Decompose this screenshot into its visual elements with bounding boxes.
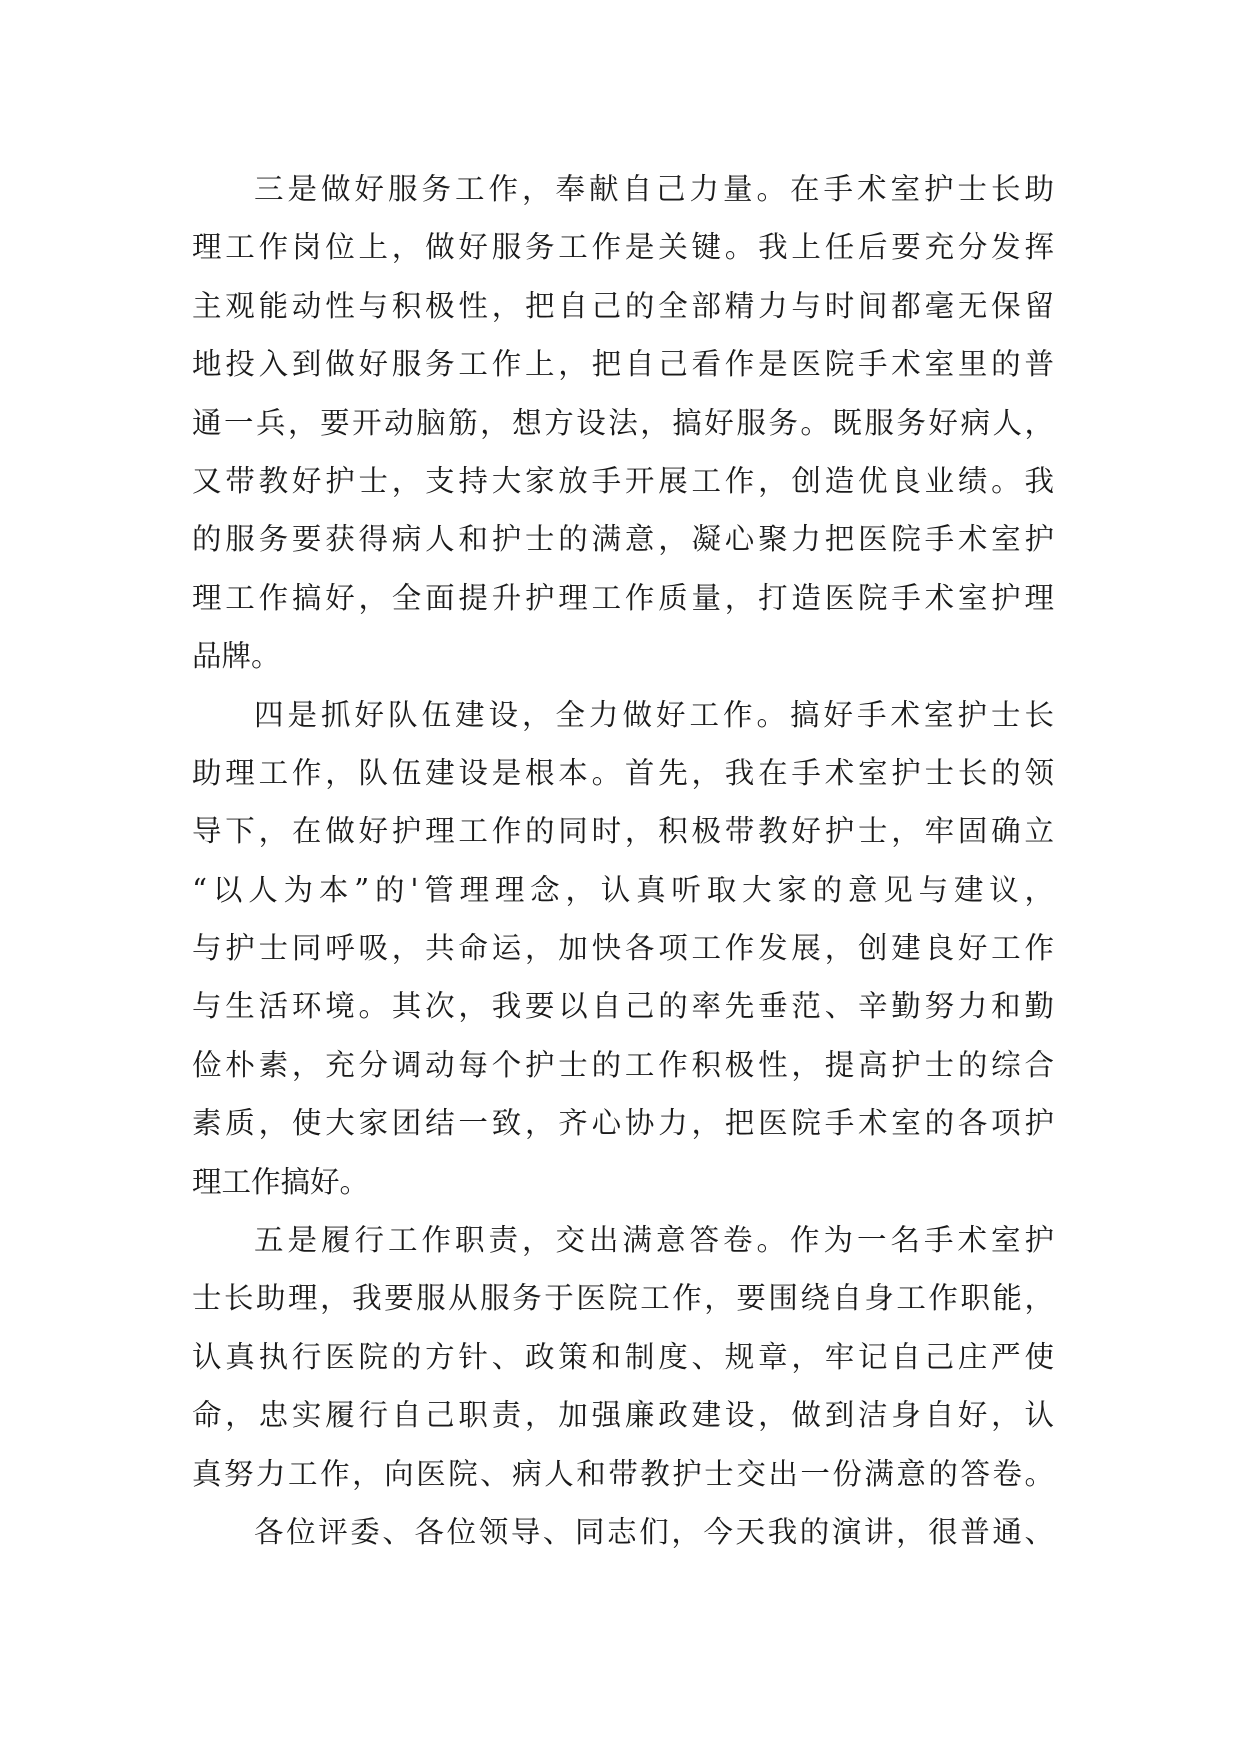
paragraph-line: 真努力工作，向医院、病人和带教护士交出一份满意的答卷。	[192, 1456, 1054, 1491]
paragraph-line: 主观能动性与积极性，把自己的全部精力与时间都毫无保留	[192, 288, 1054, 323]
paragraph-line: 地投入到做好服务工作上，把自己看作是医院手术室里的普	[192, 347, 1054, 382]
paragraph-team	[192, 686, 1054, 1212]
paragraph-duty	[192, 1211, 1054, 1503]
paragraph-closing	[192, 1503, 1054, 1561]
paragraph-line: 与护士同呼吸，共命运，加快各项工作发展，创建良好工作	[192, 931, 1054, 966]
paragraph-line: 又带教好护士，支持大家放手开展工作，创造优良业绩。我	[192, 463, 1054, 498]
paragraph-line: 品牌。	[192, 639, 281, 674]
paragraph-line: 四是抓好队伍建设，全力做好工作。搞好手术室护士长	[254, 697, 1054, 732]
paragraph-line: 认真执行医院的方针、政策和制度、规章，牢记自己庄严使	[192, 1339, 1054, 1374]
paragraph-line: 士长助理，我要服从服务于医院工作，要围绕自身工作职能，	[192, 1281, 1054, 1316]
paragraph-line: 俭朴素，充分调动每个护士的工作积极性，提高护士的综合	[192, 1047, 1054, 1082]
paragraph-service	[192, 160, 1054, 686]
paragraph-line: 五是履行工作职责，交出满意答卷。作为一名手术室护	[254, 1223, 1054, 1258]
paragraph-line: “以人为本”的'管理理念，认真听取大家的意见与建议，	[192, 872, 1054, 907]
paragraph-line: 理工作岗位上，做好服务工作是关键。我上任后要充分发挥	[192, 230, 1054, 265]
paragraph-line: 命，忠实履行自己职责，加强廉政建设，做到洁身自好，认	[192, 1398, 1054, 1433]
paragraph-line: 与生活环境。其次，我要以自己的率先垂范、辛勤努力和勤	[192, 989, 1054, 1024]
paragraph-line: 理工作搞好。	[192, 1164, 370, 1199]
paragraph-line: 导下，在做好护理工作的同时，积极带教好护士，牢固确立	[192, 814, 1054, 849]
paragraph-line: 各位评委、各位领导、同志们，今天我的演讲，很普通、	[254, 1514, 1054, 1549]
paragraph-line: 三是做好服务工作，奉献自己力量。在手术室护士长助	[254, 172, 1054, 206]
paragraph-line: 素质，使大家团结一致，齐心协力，把医院手术室的各项护	[192, 1106, 1054, 1141]
paragraph-line: 通一兵，要开动脑筋，想方设法，搞好服务。既服务好病人，	[192, 405, 1054, 440]
paragraph-line: 理工作搞好，全面提升护理工作质量，打造医院手术室护理	[192, 580, 1054, 615]
document-body	[192, 160, 1054, 1561]
paragraph-line: 的服务要获得病人和护士的满意，凝心聚力把医院手术室护	[192, 522, 1054, 557]
paragraph-line: 助理工作，队伍建设是根本。首先，我在手术室护士长的领	[192, 755, 1054, 790]
